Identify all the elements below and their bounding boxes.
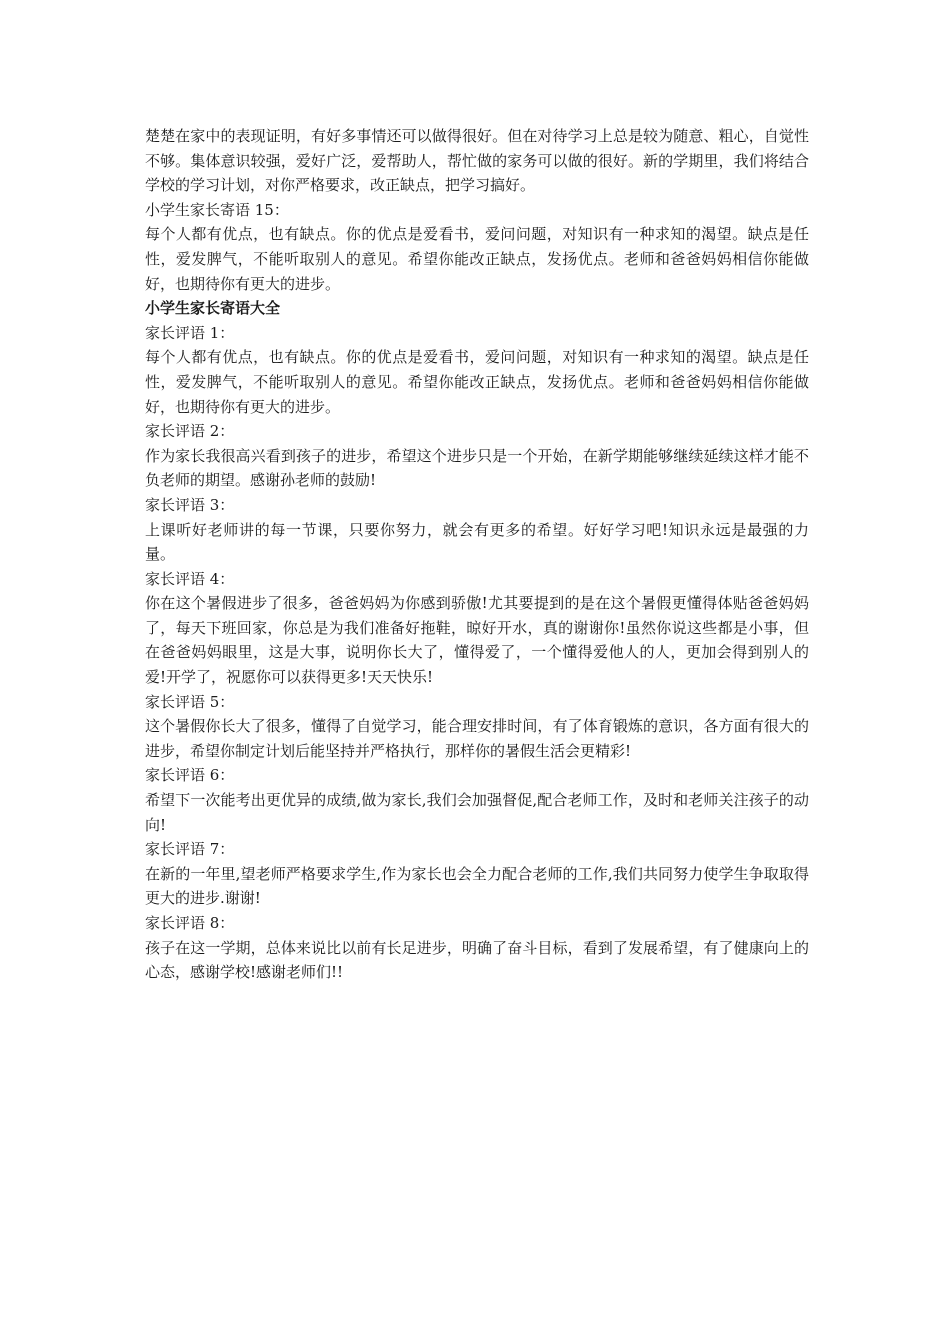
comment-7-text: 在新的一年里,望老师严格要求学生,作为家长也会全力配合老师的工作,我们共同努力使学生争取取得更大的进步.谢谢! [145,864,809,908]
comment-8-label: 家长评语 8： [145,914,235,932]
document-page [145,124,809,985]
comment-1-text: 每个人都有优点，也有缺点。你的优点是爱看书，爱问问题，对知识有一种求知的渴望。缺点是任性，爱发脾气，不能听取别人的意见。希望你能改正缺点，发扬优点。老师和爸爸妈妈相信你能做好，也期待你有更大的进步。 [145,348,809,416]
comment-4-label: 家长评语 4： [145,569,235,588]
comment-4-text: 你在这个暑假进步了很多，爸爸妈妈为你感到骄傲!尤其要提到的是在这个暑假更懂得体贴爸爸妈妈了，每天下班回家，你总是为我们准备好拖鞋，晾好开水，真的谢谢你!虽然你说这些都是小事，但在爸爸妈妈眼里，这是大事，说明你长大了，懂得爱了，一个懂得爱他人的人，更加会得到别人的爱!开学了，祝愿你可以获得更多!天天快乐! [145,594,809,687]
section-heading: 小学生家长寄语大全 [145,299,281,318]
comment-7-label: 家长评语 7： [145,840,235,859]
comment-5-text: 这个暑假你长大了很多，懂得了自觉学习，能合理安排时间，有了体育锻炼的意识，各方面有很大的进步，希望你制定计划后能坚持并严格执行，那样你的暑假生活会更精彩! [145,717,809,760]
comment-8-text: 孩子在这一学期，总体来说比以前有长足进步，明确了奋斗目标，看到了发展希望，有了健康向上的心态，感谢学校!感谢老师们!! [145,938,809,982]
comment-6-label: 家长评语 6： [145,766,235,785]
comment-5-label: 家长评语 5： [145,692,235,711]
comment-3-label: 家长评语 3： [145,495,235,514]
item-15-text: 每个人都有优点，也有缺点。你的优点是爱看书，爱问问题，对知识有一种求知的渴望。缺点是任性，爱发脾气，不能听取别人的意见。希望你能改正缺点，发扬优点。老师和爸爸妈妈相信你能做好，也期待你有更大的进步。 [145,225,809,293]
comment-1-label: 家长评语 1： [145,323,235,342]
item-15-label: 小学生家长寄语 15： [145,200,289,219]
comment-6-text: 希望下一次能考出更优异的成绩,做为家长,我们会加强督促,配合老师工作，及时和老师关注孩子的动向! [145,791,809,834]
comment-2-text: 作为家长我很高兴看到孩子的进步，希望这个进步只是一个开始，在新学期能够继续延续这样才能不负老师的期望。感谢孙老师的鼓励! [145,446,809,490]
comment-2-label: 家长评语 2： [145,422,235,441]
comment-3-text: 上课听好老师讲的每一节课，只要你努力，就会有更多的希望。好好学习吧!知识永远是最强的力量。 [145,520,809,564]
intro-paragraph: 楚楚在家中的表现证明，有好多事情还可以做得很好。但在对待学习上总是较为随意、粗心，自觉性不够。集体意识较强，爱好广泛，爱帮助人，帮忙做的家务可以做的很好。新的学期里，我们将结合学校的学习计划，对你严格要求，改正缺点，把学习搞好。 [145,127,809,195]
